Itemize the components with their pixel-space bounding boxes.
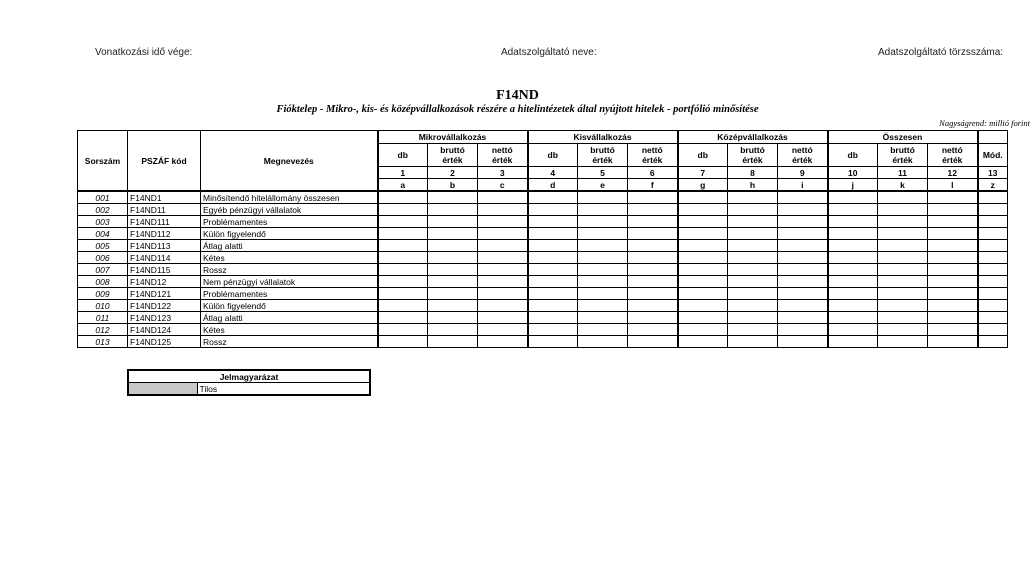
data-cell[interactable] [528,276,578,288]
data-cell[interactable] [628,252,678,264]
table-row [78,216,1008,228]
table-row [78,228,1008,240]
data-cell[interactable] [578,252,628,264]
data-cell[interactable] [678,264,728,276]
data-cell[interactable] [628,324,678,336]
data-cell[interactable] [878,324,928,336]
data-cell[interactable] [828,336,878,348]
form-title: F14ND [496,88,539,103]
subheader-micro-brutto: bruttó érték [428,144,478,167]
col-header-mod: Mód. [978,144,1008,167]
data-cell[interactable] [478,264,528,276]
data-cell[interactable] [528,191,578,204]
row-name: Kétes [201,324,378,336]
data-cell[interactable] [578,264,628,276]
data-cell[interactable] [978,204,1008,216]
col-letter-10: j [828,179,878,192]
subheader-total-netto: nettó érték [928,144,978,167]
subheader-micro-db: db [378,144,428,167]
data-cell[interactable] [678,252,728,264]
row-code: F14ND115 [128,264,201,276]
data-cell[interactable] [628,240,678,252]
data-cell[interactable] [878,240,928,252]
data-cell[interactable] [678,276,728,288]
col-number-9: 9 [778,167,828,179]
row-name: Minősítendő hitelállomány összesen [201,191,378,204]
col-letter-4: d [528,179,578,192]
data-cell[interactable] [928,240,978,252]
table-row [78,204,1008,216]
data-cell[interactable] [778,191,828,204]
data-cell[interactable] [928,324,978,336]
data-cell[interactable] [878,276,928,288]
data-cell[interactable] [678,228,728,240]
row-number: 012 [78,324,128,336]
subheader-medium-netto: nettó érték [778,144,828,167]
col-header-sorszam: Sorszám [78,131,128,192]
data-cell[interactable] [628,288,678,300]
data-cell[interactable] [478,216,528,228]
subheader-total-brutto: bruttó érték [878,144,928,167]
data-cell[interactable] [878,252,928,264]
data-cell[interactable] [778,228,828,240]
row-number: 002 [78,204,128,216]
data-cell[interactable] [928,252,978,264]
data-cell[interactable] [628,276,678,288]
col-letter-7: g [678,179,728,192]
data-cell[interactable] [678,300,728,312]
data-cell[interactable] [778,252,828,264]
col-number-1: 1 [378,167,428,179]
data-cell[interactable] [728,312,778,324]
col-number-11: 11 [878,167,928,179]
data-cell[interactable] [378,216,428,228]
data-cell[interactable] [978,336,1008,348]
data-cell[interactable] [828,312,878,324]
data-cell[interactable] [978,191,1008,204]
data-cell[interactable] [728,276,778,288]
row-number: 011 [78,312,128,324]
data-cell[interactable] [978,252,1008,264]
data-cell[interactable] [778,240,828,252]
data-cell[interactable] [428,312,478,324]
data-cell[interactable] [678,240,728,252]
table-row [78,264,1008,276]
data-cell[interactable] [378,264,428,276]
data-cell[interactable] [528,312,578,324]
table-row [78,191,1008,204]
data-cell[interactable] [828,191,878,204]
row-code: F14ND123 [128,312,201,324]
data-cell[interactable] [828,264,878,276]
data-cell[interactable] [528,288,578,300]
data-cell[interactable] [778,276,828,288]
group-header-micro: Mikrovállalkozás [378,131,528,144]
data-cell[interactable] [578,216,628,228]
row-number: 006 [78,252,128,264]
data-cell[interactable] [578,336,628,348]
data-cell[interactable] [478,191,528,204]
data-cell[interactable] [578,240,628,252]
data-cell[interactable] [928,264,978,276]
data-cell[interactable] [928,276,978,288]
data-cell[interactable] [778,300,828,312]
row-code: F14ND111 [128,216,201,228]
data-cell[interactable] [428,300,478,312]
reporting-period-label: Vonatkozási idő vége: [95,47,193,58]
data-cell[interactable] [978,288,1008,300]
data-cell[interactable] [528,252,578,264]
legend-table [127,369,371,396]
col-letter-3: c [478,179,528,192]
provider-id-label: Adatszolgáltató törzsszáma: [878,47,1004,58]
row-name: Rossz [201,264,378,276]
data-cell[interactable] [628,228,678,240]
data-cell[interactable] [378,312,428,324]
data-cell[interactable] [378,204,428,216]
data-cell[interactable] [578,191,628,204]
data-cell[interactable] [978,216,1008,228]
data-cell[interactable] [578,324,628,336]
row-number: 007 [78,264,128,276]
data-cell[interactable] [728,264,778,276]
subheader-micro-netto: nettó érték [478,144,528,167]
data-cell[interactable] [978,312,1008,324]
row-number: 005 [78,240,128,252]
data-cell[interactable] [828,216,878,228]
table-row [78,312,1008,324]
data-cell[interactable] [728,288,778,300]
subheader-small-netto: nettó érték [628,144,678,167]
data-cell[interactable] [628,204,678,216]
subheader-small-brutto: bruttó érték [578,144,628,167]
data-cell[interactable] [578,300,628,312]
data-cell[interactable] [628,216,678,228]
data-cell[interactable] [428,216,478,228]
table-row [78,324,1008,336]
col-header-pszaf-code: PSZÁF kód [128,131,201,192]
data-cell[interactable] [378,228,428,240]
row-name: Nem pénzügyi vállalatok [201,276,378,288]
data-cell[interactable] [528,204,578,216]
data-cell[interactable] [928,204,978,216]
data-cell[interactable] [928,336,978,348]
form-subtitle: Fióktelep - Mikro-, kis- és középvállalkozások részére a hitelintézetek által nyújtott hitelek - portfólió minősítése [276,104,759,115]
data-cell[interactable] [978,228,1008,240]
row-code: F14ND11 [128,204,201,216]
data-cell[interactable] [778,336,828,348]
row-number: 008 [78,276,128,288]
row-code: F14ND114 [128,252,201,264]
data-cell[interactable] [878,336,928,348]
row-number: 004 [78,228,128,240]
data-cell[interactable] [828,228,878,240]
data-cell[interactable] [678,191,728,204]
row-name: Egyéb pénzügyi vállalatok [201,204,378,216]
data-cell[interactable] [428,264,478,276]
data-cell[interactable] [428,228,478,240]
data-cell[interactable] [928,312,978,324]
data-cell[interactable] [478,324,528,336]
data-cell[interactable] [978,300,1008,312]
col-number-10: 10 [828,167,878,179]
col-number-13: 13 [978,167,1008,179]
data-cell[interactable] [728,336,778,348]
data-cell[interactable] [678,324,728,336]
data-cell[interactable] [728,300,778,312]
row-code: F14ND113 [128,240,201,252]
data-cell[interactable] [828,252,878,264]
data-cell[interactable] [428,336,478,348]
data-cell[interactable] [728,324,778,336]
data-cell[interactable] [478,252,528,264]
data-cell[interactable] [378,324,428,336]
data-cell[interactable] [478,288,528,300]
data-cell[interactable] [628,300,678,312]
data-cell[interactable] [878,216,928,228]
data-cell[interactable] [528,228,578,240]
col-number-8: 8 [728,167,778,179]
row-code: F14ND12 [128,276,201,288]
table-row [78,300,1008,312]
col-letter-9: i [778,179,828,192]
data-cell[interactable] [428,276,478,288]
data-cell[interactable] [678,216,728,228]
data-cell[interactable] [728,204,778,216]
data-cell[interactable] [528,324,578,336]
col-letter-2: b [428,179,478,192]
subheader-medium-db: db [678,144,728,167]
subheader-medium-brutto: bruttó érték [728,144,778,167]
data-cell[interactable] [778,288,828,300]
table-row [78,276,1008,288]
data-cell[interactable] [928,288,978,300]
data-cell[interactable] [378,252,428,264]
data-cell[interactable] [378,191,428,204]
legend-item-label: Tilos [197,383,370,396]
report-table [77,130,1008,348]
table-row [78,240,1008,252]
row-code: F14ND112 [128,228,201,240]
data-cell[interactable] [578,288,628,300]
data-cell[interactable] [628,312,678,324]
data-cell[interactable] [528,264,578,276]
data-cell[interactable] [878,191,928,204]
col-letter-1: a [378,179,428,192]
row-code: F14ND125 [128,336,201,348]
data-cell[interactable] [378,336,428,348]
data-cell[interactable] [978,324,1008,336]
data-cell[interactable] [378,240,428,252]
col-number-6: 6 [628,167,678,179]
data-cell[interactable] [478,228,528,240]
data-cell[interactable] [878,288,928,300]
legend-swatch [128,383,197,396]
row-number: 009 [78,288,128,300]
col-number-5: 5 [578,167,628,179]
legend-title: Jelmagyarázat [128,370,370,383]
data-cell[interactable] [728,216,778,228]
data-cell[interactable] [578,204,628,216]
data-cell[interactable] [728,228,778,240]
table-row [78,336,1008,348]
data-cell[interactable] [878,204,928,216]
data-cell[interactable] [478,240,528,252]
data-cell[interactable] [528,216,578,228]
col-letter-12: l [928,179,978,192]
data-cell[interactable] [978,264,1008,276]
table-row [78,252,1008,264]
col-number-7: 7 [678,167,728,179]
col-number-4: 4 [528,167,578,179]
data-cell[interactable] [628,191,678,204]
provider-name-label: Adatszolgáltató neve: [501,47,597,58]
unit-note: Nagyságrend: millió forint [939,118,1030,128]
row-code: F14ND122 [128,300,201,312]
table-row [78,288,1008,300]
data-cell[interactable] [728,252,778,264]
data-cell[interactable] [578,228,628,240]
data-cell[interactable] [378,288,428,300]
data-cell[interactable] [778,216,828,228]
data-cell[interactable] [428,252,478,264]
row-name: Kétes [201,252,378,264]
subheader-total-db: db [828,144,878,167]
data-cell[interactable] [828,276,878,288]
col-letter-8: h [728,179,778,192]
data-cell[interactable] [928,300,978,312]
data-cell[interactable] [578,276,628,288]
row-name: Külön figyelendő [201,228,378,240]
row-name: Átlag alatti [201,312,378,324]
row-name: Rossz [201,336,378,348]
col-letter-13: z [978,179,1008,192]
col-number-12: 12 [928,167,978,179]
row-number: 003 [78,216,128,228]
data-cell[interactable] [778,204,828,216]
data-cell[interactable] [828,204,878,216]
data-cell[interactable] [428,240,478,252]
group-header-small: Kisvállalkozás [528,131,678,144]
row-number: 013 [78,336,128,348]
data-cell[interactable] [478,312,528,324]
data-cell[interactable] [528,240,578,252]
col-number-2: 2 [428,167,478,179]
data-cell[interactable] [778,312,828,324]
data-cell[interactable] [978,276,1008,288]
data-cell[interactable] [828,288,878,300]
row-name: Külön figyelendő [201,300,378,312]
data-cell[interactable] [478,276,528,288]
data-cell[interactable] [878,264,928,276]
data-cell[interactable] [478,336,528,348]
group-header-medium: Középvállalkozás [678,131,828,144]
row-number: 010 [78,300,128,312]
data-cell[interactable] [728,191,778,204]
data-cell[interactable] [428,191,478,204]
row-code: F14ND121 [128,288,201,300]
col-number-3: 3 [478,167,528,179]
col-header-name: Megnevezés [201,131,378,192]
group-header-total: Összesen [828,131,978,144]
data-cell[interactable] [828,324,878,336]
row-name: Problémamentes [201,216,378,228]
data-cell[interactable] [928,191,978,204]
data-cell[interactable] [528,336,578,348]
data-cell[interactable] [628,264,678,276]
data-cell[interactable] [378,276,428,288]
row-number: 001 [78,191,128,204]
data-cell[interactable] [728,240,778,252]
data-cell[interactable] [678,336,728,348]
col-letter-11: k [878,179,928,192]
data-cell[interactable] [428,204,478,216]
data-cell[interactable] [828,240,878,252]
row-code: F14ND1 [128,191,201,204]
data-cell[interactable] [428,288,478,300]
data-cell[interactable] [678,288,728,300]
data-cell[interactable] [778,324,828,336]
data-cell[interactable] [528,300,578,312]
data-cell[interactable] [378,300,428,312]
row-name: Átlag alatti [201,240,378,252]
col-letter-5: e [578,179,628,192]
data-cell[interactable] [478,300,528,312]
data-cell[interactable] [678,204,728,216]
row-code: F14ND124 [128,324,201,336]
data-cell[interactable] [978,240,1008,252]
data-cell[interactable] [678,312,728,324]
data-cell[interactable] [478,204,528,216]
data-cell[interactable] [928,228,978,240]
data-cell[interactable] [578,312,628,324]
data-cell[interactable] [428,324,478,336]
data-cell[interactable] [828,300,878,312]
data-cell[interactable] [878,228,928,240]
group-header-empty [978,131,1008,144]
data-cell[interactable] [778,264,828,276]
subheader-small-db: db [528,144,578,167]
data-cell[interactable] [928,216,978,228]
data-cell[interactable] [878,300,928,312]
data-cell[interactable] [628,336,678,348]
col-letter-6: f [628,179,678,192]
data-cell[interactable] [878,312,928,324]
row-name: Problémamentes [201,288,378,300]
